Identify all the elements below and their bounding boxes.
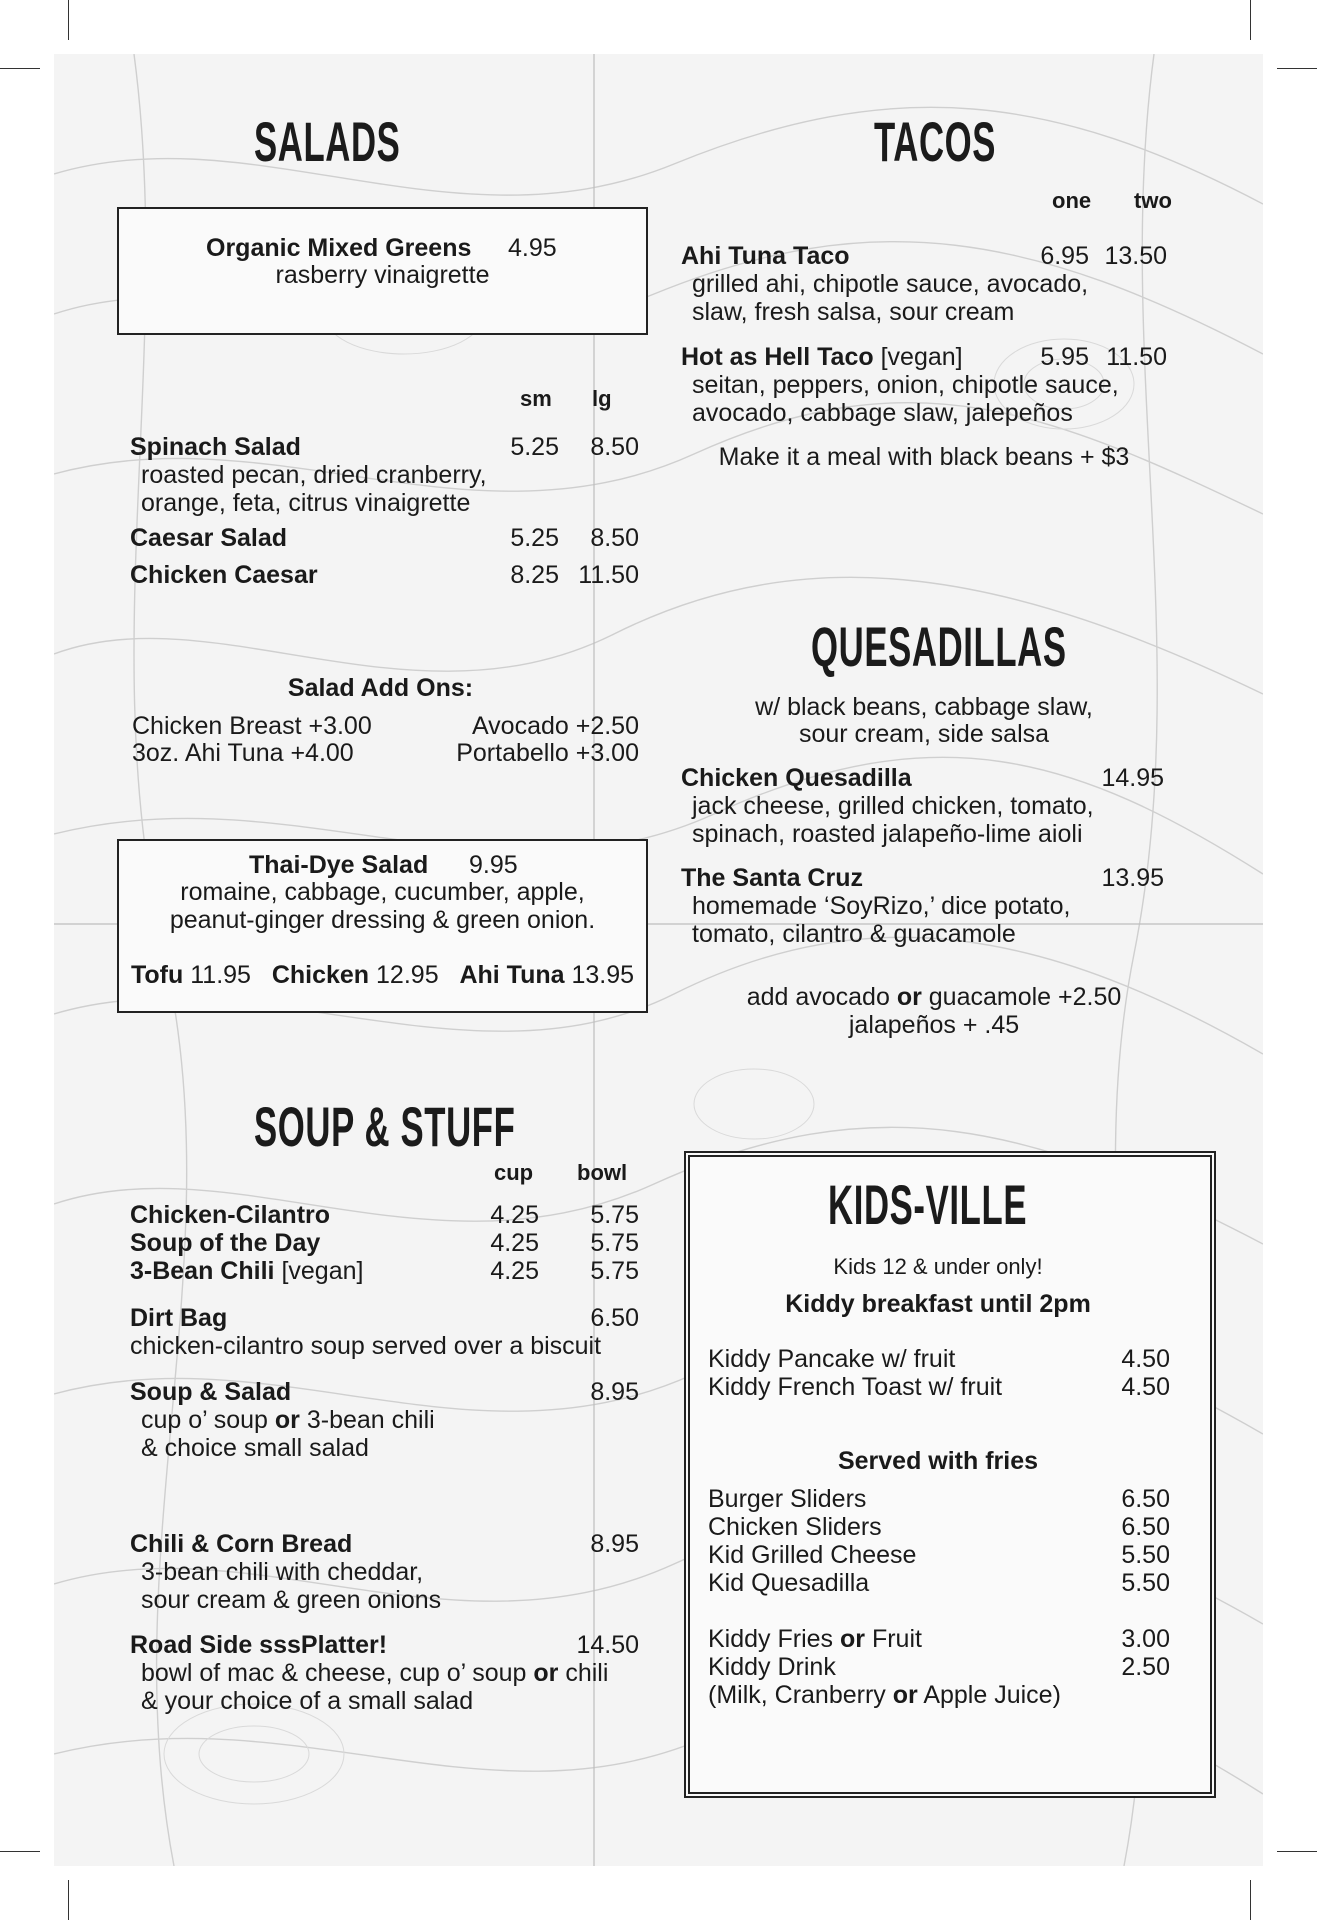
thai-option-price: 12.95 [376,961,439,989]
hot-as-hell-taco-one: 5.95 [1040,343,1089,371]
chili-corn-price: 8.95 [590,1530,639,1558]
ahi-tuna-taco-desc: grilled ahi, chipotle sauce, avocado, [692,270,1089,298]
crop-mark [0,1851,40,1852]
addon-item: Chicken Breast +3.00 [132,712,372,740]
chili-corn-name: Chili & Corn Bread [130,1530,353,1558]
kids-drink: Kiddy Drink [708,1653,836,1681]
kids-fries-fruit [708,1625,922,1653]
kids-item-name: Kid Quesadilla [708,1569,870,1597]
soup-of-day-name: Soup of the Day [130,1229,321,1257]
chicken-quesadilla-name: Chicken Quesadilla [681,764,912,792]
soup-salad-name: Soup & Salad [130,1378,292,1406]
kids-item-price: 4.50 [1121,1345,1170,1373]
addon-item: Avocado +2.50 [471,712,639,740]
ahi-tuna-taco-one: 6.95 [1040,242,1089,270]
soup-heading: SOUP & STUFF [254,1095,516,1158]
crop-mark [1277,1851,1317,1852]
salad-size-lg: lg [592,386,612,411]
santa-cruz-desc: homemade ‘SoyRizo,’ dice potato, [692,892,1071,920]
soup-salad-desc [141,1406,435,1434]
chicken-cilantro-bowl: 5.75 [590,1201,639,1229]
chicken-quesadilla-desc: jack cheese, grilled chicken, tomato, [692,792,1094,820]
desc-or: or [533,1659,559,1687]
dirt-bag-price: 6.50 [590,1304,639,1332]
item-or: or [892,1681,918,1709]
kids-item-price: 5.50 [1121,1569,1170,1597]
taco-header-two: two [1134,188,1172,213]
item-text: Fruit [871,1625,922,1653]
thai-option-name: Chicken [271,961,370,989]
bean-chili-cup: 4.25 [490,1257,539,1285]
organic-greens-desc: rasberry vinaigrette [275,261,490,289]
salads-heading: SALADS [254,110,401,173]
kids-item-name: Kid Grilled Cheese [708,1541,917,1569]
kids-item-price: 6.50 [1121,1485,1170,1513]
santa-cruz-name: The Santa Cruz [681,864,863,892]
chicken-caesar-sm: 8.25 [510,561,559,589]
bean-chili-bowl: 5.75 [590,1257,639,1285]
platter-price: 14.50 [576,1631,639,1659]
item-text: Apple Juice) [923,1681,1061,1709]
kids-item-price: 3.00 [1121,1625,1170,1653]
thai-option-name: Ahi Tuna [459,961,565,989]
organic-greens-box [117,207,648,335]
kids-fries-title: Served with fries [837,1447,1039,1475]
quesadilla-intro: sour cream, side salsa [798,720,1050,748]
hot-as-hell-taco-desc: seitan, peppers, onion, chipotle sauce, [692,371,1119,399]
chili-corn-desc: sour cream & green onions [141,1586,442,1614]
chicken-cilantro-cup: 4.25 [490,1201,539,1229]
chicken-quesadilla-desc: spinach, roasted jalapeño-lime aioli [692,820,1083,848]
hot-as-hell-taco-name: Hot as Hell Taco [681,343,874,371]
salad-size-sm: sm [520,386,552,411]
hot-as-hell-taco-two: 11.50 [1106,343,1167,371]
platter-desc [141,1659,608,1687]
tacos-heading: TACOS [874,110,997,173]
thai-option-price: 11.95 [190,961,251,989]
vegan-tag: [vegan] [880,343,963,371]
kids-item-name: Kiddy French Toast w/ fruit [708,1373,1003,1401]
hot-as-hell-taco-title [681,343,963,371]
crop-mark [0,68,40,69]
thai-dye-price: 9.95 [469,851,518,879]
note-or: or [896,983,922,1011]
spinach-salad-sm: 5.25 [510,433,559,461]
chicken-cilantro-name: Chicken-Cilantro [130,1201,331,1229]
note-text: add avocado [746,983,890,1011]
dirt-bag-name: Dirt Bag [130,1304,228,1332]
kids-breakfast-title: Kiddy breakfast until 2pm [785,1290,1091,1318]
kids-item-price: 2.50 [1121,1653,1170,1681]
platter-desc: & your choice of a small salad [141,1687,474,1715]
santa-cruz-desc: tomato, cilantro & guacamole [692,920,1016,948]
chicken-caesar-lg: 11.50 [578,561,639,589]
thai-dye-box [117,839,648,1013]
kids-item-price: 6.50 [1121,1513,1170,1541]
kids-ville-box [684,1151,1216,1798]
caesar-salad-name: Caesar Salad [130,524,288,552]
kids-item-name: Chicken Sliders [708,1513,882,1541]
soup-header-cup: cup [494,1160,534,1185]
vegan-tag: [vegan] [281,1257,364,1285]
bean-chili-title [130,1257,363,1285]
item-text: (Milk, Cranberry [708,1681,886,1709]
spinach-salad-desc: orange, feta, citrus vinaigrette [141,489,471,517]
chicken-quesadilla-price: 14.95 [1101,764,1164,792]
chicken-caesar-name: Chicken Caesar [130,561,318,589]
quesadillas-heading: QUESADILLAS [811,615,1067,678]
thai-dye-options [131,961,634,989]
thai-dye-desc: romaine, cabbage, cucumber, apple, [180,878,585,906]
spinach-salad-desc: roasted pecan, dried cranberry, [141,461,487,489]
spinach-salad-lg: 8.50 [590,433,639,461]
desc-text: 3-bean chili [306,1406,435,1434]
soup-of-day-bowl: 5.75 [590,1229,639,1257]
quesadilla-addon-note [674,983,1194,1011]
crop-mark [1277,68,1317,69]
taco-header-one: one [1052,188,1092,213]
hot-as-hell-taco-desc: avocado, cabbage slaw, jalepeños [692,399,1073,427]
quesadilla-jalapeno-note: jalapeños + .45 [848,1011,1020,1039]
crop-mark [1250,1880,1251,1920]
kids-drink-note [708,1681,1061,1709]
organic-greens-price: 4.95 [508,234,557,262]
kids-item-name: Burger Sliders [708,1485,867,1513]
desc-text: cup o’ soup [141,1406,268,1434]
crop-mark [68,1880,69,1920]
crop-mark [68,0,69,40]
item-text: Kiddy Fries [708,1625,834,1653]
thai-option-price: 13.95 [571,961,635,989]
chili-corn-desc: 3-bean chili with cheddar, [141,1558,424,1586]
taco-meal-note: Make it a meal with black beans + $3 [718,443,1130,471]
caesar-salad-lg: 8.50 [590,524,639,552]
organic-greens-name: Organic Mixed Greens [206,234,472,262]
soup-salad-price: 8.95 [590,1378,639,1406]
spinach-salad-name: Spinach Salad [130,433,301,461]
desc-text: bowl of mac & cheese, cup o’ soup [141,1659,527,1687]
dirt-bag-desc: chicken-cilantro soup served over a biscuit [130,1332,602,1360]
soup-of-day-cup: 4.25 [490,1229,539,1257]
kids-item-name: Kiddy Pancake w/ fruit [708,1345,956,1373]
addon-item: Portabello +3.00 [456,739,639,767]
bean-chili-name: 3-Bean Chili [130,1257,275,1285]
crop-mark [1250,0,1251,40]
addon-item: 3oz. Ahi Tuna +4.00 [132,739,354,767]
desc-text: chili [565,1659,609,1687]
menu-page [54,54,1263,1866]
caesar-salad-sm: 5.25 [510,524,559,552]
desc-or: or [274,1406,300,1434]
kids-subtitle: Kids 12 & under only! [833,1254,1043,1279]
ahi-tuna-taco-desc: slaw, fresh salsa, sour cream [692,298,1015,326]
thai-dye-desc: peanut-ginger dressing & green onion. [169,906,596,934]
ahi-tuna-taco-name: Ahi Tuna Taco [681,242,850,270]
kids-item-price: 5.50 [1121,1541,1170,1569]
kids-ville-heading: KIDS-VILLE [828,1173,1028,1236]
note-text: guacamole +2.50 [928,983,1122,1011]
kids-item-price: 4.50 [1121,1373,1170,1401]
ahi-tuna-taco-two: 13.50 [1104,242,1167,270]
thai-dye-name: Thai-Dye Salad [249,851,429,879]
soup-header-bowl: bowl [577,1160,628,1185]
santa-cruz-price: 13.95 [1101,864,1164,892]
salad-addons-title: Salad Add Ons: [287,674,474,702]
soup-salad-desc: & choice small salad [141,1434,369,1462]
platter-name: Road Side sssPlatter! [130,1631,388,1659]
thai-option-name: Tofu [131,961,184,989]
quesadilla-intro: w/ black beans, cabbage slaw, [755,693,1093,721]
item-or: or [840,1625,865,1653]
